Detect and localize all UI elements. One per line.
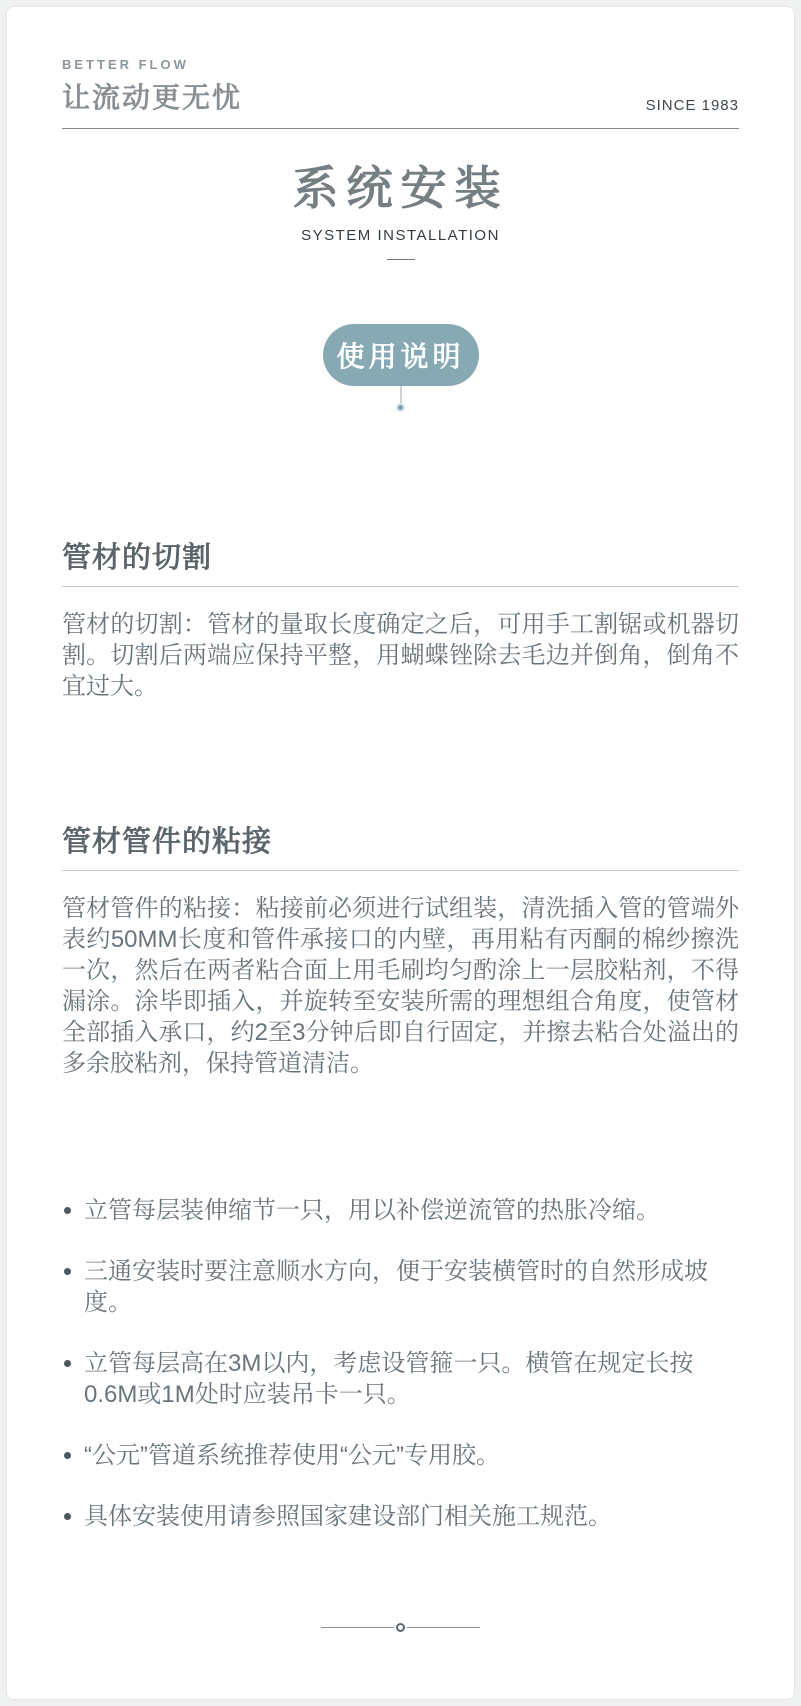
bullet-icon: [64, 1452, 71, 1459]
badge-connector-line: [400, 386, 402, 403]
title-divider: [387, 259, 415, 260]
footer-line-right: [407, 1627, 480, 1628]
page-subtitle: SYSTEM INSTALLATION: [301, 227, 500, 244]
bullet-icon: [64, 1268, 71, 1275]
list-item: [62, 1256, 739, 1318]
note-text: 具体安装使用请参照国家建设部门相关施工规范。: [84, 1503, 612, 1530]
page-title: 系统安装: [292, 162, 509, 214]
badge-connector-dot: [396, 403, 405, 412]
footer-line-left: [321, 1627, 394, 1628]
section-body-text: 管材管件的粘接：粘接前必须进行试组装，清洗插入管的管端外表约50MM长度和管件承接口的内壁，再用粘有丙酮的棉纱擦洗一次，然后在两者粘合面上用毛刷均匀酌涂上一层胶粘剂，不得漏涂。涂毕即插入，并旋转至安装所需的理想组合角度，使管材全部插入承口，约2至3分钟后即自行固定，并擦去粘合处溢出的多余胶粘剂，保持管道清洁。: [62, 895, 739, 1077]
note-text: “公元”管道系统推荐使用“公元”专用胶。: [84, 1442, 500, 1469]
list-item: [62, 1501, 739, 1532]
note-text: 三通安装时要注意顺水方向，便于安装横管时的自然形成坡度。: [84, 1258, 708, 1316]
title-block: [62, 162, 739, 260]
section-body-text: 管材的切割：管材的量取长度确定之后，可用手工割锯或机器切割。切割后两端应保持平整，用蝴蝶锉除去毛边并倒角，倒角不宜过大。: [62, 611, 739, 700]
usage-instructions-button[interactable]: 使用说明: [323, 324, 479, 386]
bullet-icon: [64, 1207, 71, 1214]
brand-since-label: SINCE 1983: [645, 97, 739, 114]
bullet-icon: [64, 1360, 71, 1367]
page-card: [6, 6, 795, 1700]
note-text: 立管每层装伸缩节一只，用以补偿逆流管的热胀冷缩。: [84, 1197, 660, 1224]
section-heading: 管材管件的粘接: [62, 828, 739, 871]
list-item: [62, 1195, 739, 1226]
section-pipe-bonding: [62, 828, 739, 1079]
footer-divider: [7, 1623, 794, 1632]
section-pipe-cutting: [62, 544, 739, 702]
brand-tagline: BETTER FLOW: [62, 57, 189, 72]
note-text: 立管每层高在3M以内，考虑设管箍一只。横管在规定长按0.6M或1M处时应装吊卡一只。: [84, 1350, 694, 1408]
bullet-icon: [64, 1513, 71, 1520]
list-item: [62, 1348, 739, 1410]
brand-logo: 让流动更无忧: [62, 82, 243, 113]
page-header: [62, 7, 739, 129]
list-item: [62, 1440, 739, 1471]
installation-notes-list: [62, 1195, 739, 1532]
usage-badge-block: [62, 324, 739, 412]
footer-circle-icon: [396, 1623, 405, 1632]
section-heading: 管材的切割: [62, 544, 739, 587]
